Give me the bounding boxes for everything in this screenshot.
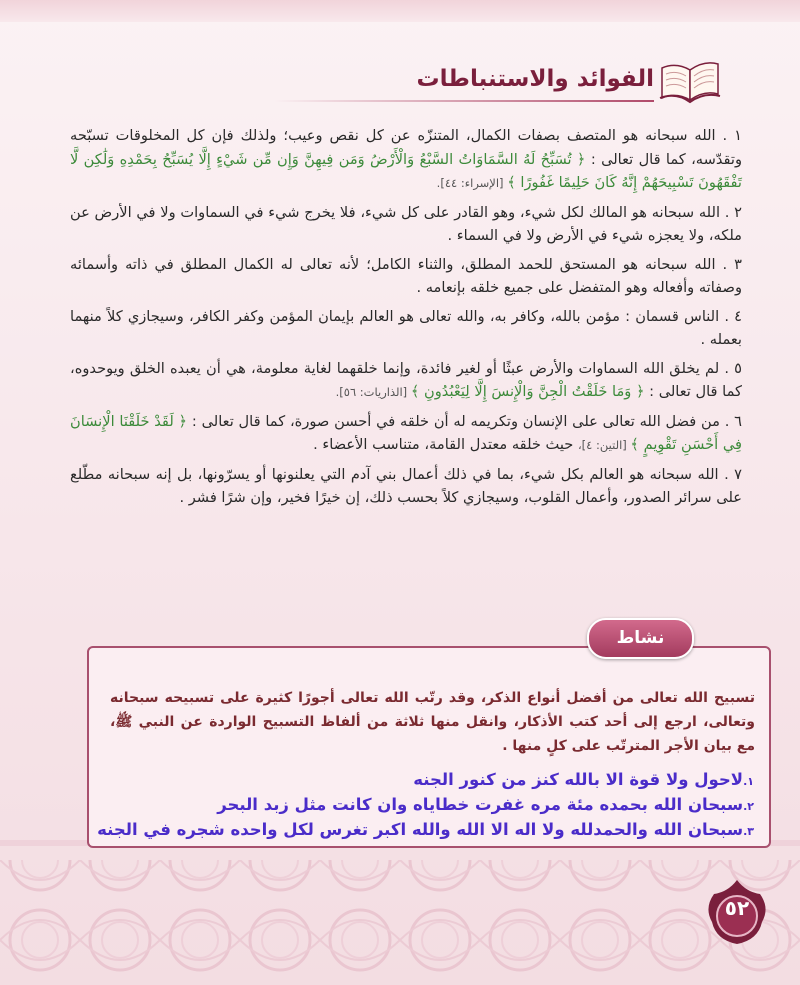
quran-verse: ﴿ وَمَا خَلَقْتُ الْجِنَّ وَالْإِنسَ إِلَّا لِيَعْبُدُونِ ﴾	[410, 383, 645, 400]
verse-citation: [الإسراء: ٤٤].	[436, 176, 508, 190]
open-book-icon	[658, 58, 722, 104]
section-header	[242, 52, 762, 107]
top-band	[0, 0, 800, 22]
list-item: ٧ . الله سبحانه هو العالم بكل شيء، بما في ذلك أعمال بني آدم التي يعلنونها أو يسرّونها، بل إنه سبحانه مطّلع على سرائر الصدور، وأعمال القلوب، وسيجازي كلاً بحسب ذلك، إن خيرًا فخير، وإن شرًا فشر .	[70, 465, 743, 506]
activity-answers	[96, 768, 754, 843]
activity-badge: نشاط	[587, 618, 694, 659]
benefits-list	[70, 124, 742, 515]
list-item: ٦ . من فضل الله تعالى على الإنسان وتكريمه له أن خلقه في أحسن صورة، كما قال تعالى : ﴿ لَقَدْ خَلَقْنَا الْإِنسَانَ فِي أَحْسَنِ تَقْوِيمٍ ﴾ [التين: ٤]، حيث خلقه معتدل القامة، متناسب الأعضاء .	[70, 412, 743, 453]
list-item: ٥ . لم يخلق الله السماوات والأرض عبثًا أو لغير فائدة، وإنما خلقهما لغاية معلومة، هي أن يعبده الخلق ويوحدوه، كما قال تعالى : ﴿ وَمَا خَلَقْتُ الْجِنَّ وَالْإِنسَ إِلَّا لِيَعْبُدُونِ ﴾ [الذاريات: ٥٦].	[70, 359, 742, 400]
section-title: الفوائد والاستنباطات	[416, 66, 654, 92]
list-item: ٤ . الناس قسمان : مؤمن بالله، وكافر به، والله تعالى هو العالم بإيمان المؤمن وكفر الكافر، وسيجازي كلاً منهما بعمله .	[70, 307, 742, 348]
list-item: ٢ . الله سبحانه هو المالك لكل شيء، وهو القادر على كل شيء، فلا يخرج شيء في السماوات ولا في الأرض عن ملكه، ولا يعجزه شيء في الأرض ولا في السماء .	[70, 203, 742, 244]
quran-verse: ﴿ لَقَدْ خَلَقْنَا الْإِنسَانَ فِي أَحْسَنِ تَقْوِيمٍ ﴾	[70, 412, 742, 453]
page-number: ٥٢	[724, 896, 750, 920]
title-underline	[274, 100, 654, 102]
activity-instructions: تسبيح الله تعالى من أفضل أنواع الذكر، وقد رتّب الله تعالى أجورًا كثيرة على تسبيحه سبحانه وتعالى، ارجع إلى أحد كتب الأذكار، وانقل منها ثلاثة من ألفاظ التسبيح الواردة عن النبي ﷺ، مع بيان الأجر المترتّب على كلٍ منها .	[110, 690, 755, 754]
answer-item: ٣.سبحان الله والحمدلله ولا اله الا الله والله اكبر تغرس لكل واحده شجره في الجنه	[97, 820, 754, 839]
verse-citation: [التين: ٤]،	[577, 438, 631, 452]
list-item: ١ . الله سبحانه هو المتصف بصفات الكمال، المتنزّه عن كل نقص وعيب؛ ولذلك فإن كل المخلوقات تسبّحه وتقدّسه، كما قال تعالى : ﴿ تُسَبِّحُ لَهُ السَّمَاوَاتُ السَّبْعُ وَالْأَرْضُ وَمَن فِيهِنَّ وَإِن مِّن شَيْءٍ إِلَّا يُسَبِّحُ بِحَمْدِهِ وَلَٰكِن لَّا تَفْقَهُونَ تَسْبِيحَهُمْ إِنَّهُ كَانَ حَلِيمًا غَفُورًا ﴾ [الإسراء: ٤٤].	[70, 127, 743, 191]
answer-item: ١.لاحول ولا قوة الا بالله كنز من كنور الجنه	[413, 770, 754, 789]
answer-item: ٢.سبحان الله بحمده مئة مره غفرت خطاياه وان كانت مثل زبد البحر	[217, 795, 754, 814]
verse-citation: [الذاريات: ٥٦].	[335, 385, 411, 399]
list-item: ٣ . الله سبحانه هو المستحق للحمد المطلق، والثناء الكامل؛ لأنه تعالى له الكمال المطلق في ذاته وأسمائه وصفاته وأفعاله وهو المتفضل على جميع خلقه بإنعامه .	[70, 255, 743, 296]
quran-verse: ﴿ تُسَبِّحُ لَهُ السَّمَاوَاتُ السَّبْعُ وَالْأَرْضُ وَمَن فِيهِنَّ وَإِن مِّن شَيْءٍ إِلَّا يُسَبِّحُ بِحَمْدِهِ وَلَٰكِن لَّا تَفْقَهُونَ تَسْبِيحَهُمْ إِنَّهُ كَانَ حَلِيمًا غَفُورًا ﴾	[70, 150, 742, 191]
